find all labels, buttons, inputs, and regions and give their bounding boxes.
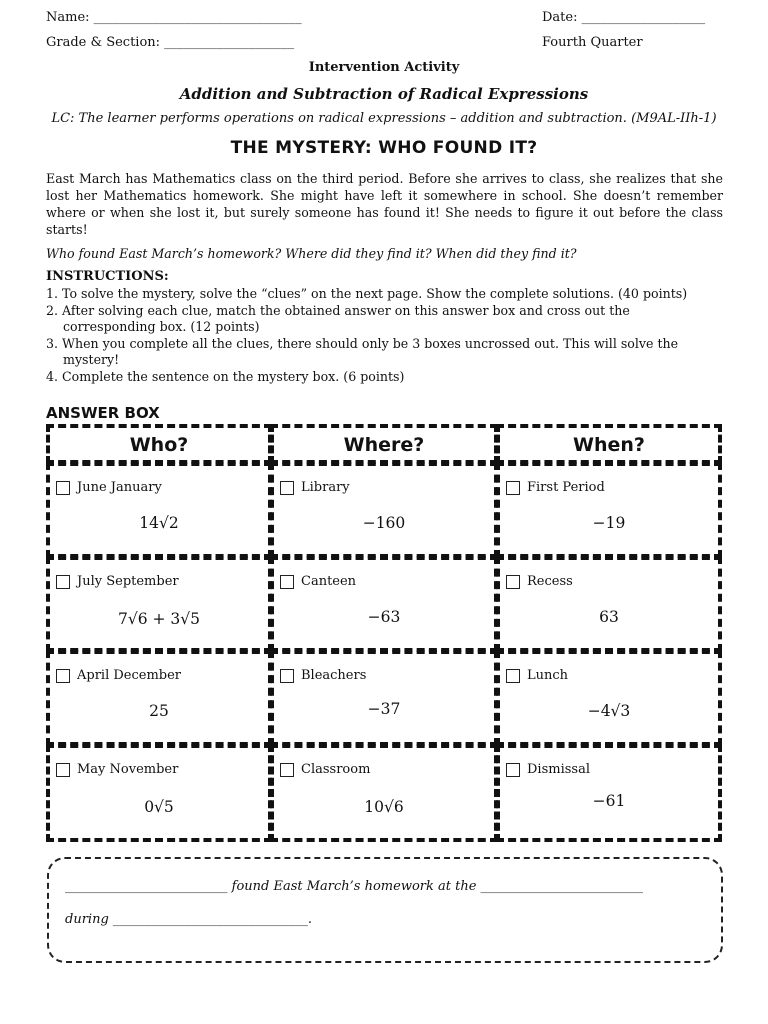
where-blank[interactable]: _________________________: [480, 879, 644, 894]
quarter-label: Fourth Quarter: [542, 35, 643, 50]
checkbox[interactable]: [280, 575, 294, 589]
mystery-sentence-line-2: [65, 912, 312, 927]
option-label: Classroom: [301, 762, 371, 777]
checkbox[interactable]: [506, 763, 520, 777]
option-label: April December: [77, 668, 182, 683]
answer-cell-may-november[interactable]: [46, 744, 272, 842]
option-label: July September: [77, 574, 179, 589]
answer-box-grid: [46, 424, 722, 842]
checkbox[interactable]: [280, 763, 294, 777]
learning-competency: LC: The learner performs operations on radical expressions – addition and subtraction. (M9AL-IIh-1): [51, 111, 717, 126]
option-label: Canteen: [301, 574, 357, 589]
checkbox[interactable]: [56, 669, 70, 683]
option-value: −37: [367, 700, 401, 718]
mystery-sentence-line-1: [65, 879, 643, 894]
answer-box-title: ANSWER BOX: [46, 404, 160, 422]
option-value: −160: [362, 514, 406, 532]
answer-cell-july-september[interactable]: [46, 556, 272, 652]
page-subtitle: Addition and Subtraction of Radical Expressions: [179, 85, 589, 103]
name-field-label[interactable]: Name: ________________________________: [46, 10, 302, 25]
answer-cell-april-december[interactable]: [46, 650, 272, 746]
checkbox[interactable]: [280, 669, 294, 683]
column-header-where: Where?: [270, 424, 498, 464]
checkbox[interactable]: [56, 575, 70, 589]
mystery-sentence-text: during: [65, 912, 113, 927]
checkbox[interactable]: [280, 481, 294, 495]
mystery-box: [47, 857, 723, 963]
option-label: Bleachers: [301, 668, 367, 683]
answer-cell-recess[interactable]: [496, 556, 722, 652]
answer-cell-first-period[interactable]: [496, 462, 722, 558]
answer-cell-dismissal[interactable]: [496, 744, 722, 842]
date-field-label[interactable]: Date: ___________________: [542, 10, 706, 25]
option-label: Recess: [527, 574, 573, 589]
checkbox[interactable]: [506, 669, 520, 683]
instruction-item: 4. Complete the sentence on the mystery box. (6 points): [46, 368, 405, 384]
instruction-item: 2. After solving each clue, match the obtained answer on this answer box and cross out the corresponding box. (12 points): [46, 302, 630, 334]
option-value: −63: [367, 608, 401, 626]
column-header-who: Who?: [46, 424, 272, 464]
option-label: May November: [77, 762, 179, 777]
option-value: −4√3: [587, 702, 631, 720]
checkbox[interactable]: [506, 481, 520, 495]
grade-section-field-label[interactable]: Grade & Section: ____________________: [46, 35, 295, 50]
checkbox[interactable]: [56, 481, 70, 495]
answer-cell-canteen[interactable]: [270, 556, 498, 652]
answer-cell-lunch[interactable]: [496, 650, 722, 746]
option-label: Lunch: [527, 668, 569, 683]
option-value: −19: [592, 514, 626, 532]
when-blank[interactable]: ______________________________.: [112, 912, 313, 927]
option-label: Library: [301, 480, 350, 495]
story-paragraph: East March has Mathematics class on the third period. Before she arrives to class, she realizes that she lost her Mathematics homework. She might have left it somewhere in school. She doesn’t remember where or when she lost it, but surely someone has found it! She needs to figure it out before the class starts!: [46, 171, 723, 237]
option-value: 14√2: [139, 514, 179, 532]
answer-cell-classroom[interactable]: [270, 744, 498, 842]
option-label: First Period: [527, 480, 605, 495]
answer-cell-library[interactable]: [270, 462, 498, 558]
checkbox[interactable]: [506, 575, 520, 589]
option-value: 10√6: [364, 798, 404, 816]
option-value: 7√6 + 3√5: [117, 610, 201, 628]
mystery-title: THE MYSTERY: WHO FOUND IT?: [230, 138, 538, 158]
option-label: June January: [77, 480, 162, 495]
mystery-questions: Who found East March’s homework? Where did they find it? When did they find it?: [46, 246, 577, 261]
instruction-item: 3. When you complete all the clues, there should only be 3 boxes uncrossed out. This will solve the mystery!: [46, 335, 679, 367]
option-value: −61: [592, 792, 626, 810]
option-value: 0√5: [144, 798, 174, 816]
option-label: Dismissal: [527, 762, 590, 777]
activity-title: Intervention Activity: [308, 60, 460, 75]
mystery-sentence-text: found East March’s homework at the: [227, 879, 481, 894]
option-value: 25: [149, 702, 169, 720]
column-header-when: When?: [496, 424, 722, 464]
checkbox[interactable]: [56, 763, 70, 777]
option-value: 63: [599, 608, 619, 626]
who-blank[interactable]: _________________________: [65, 879, 228, 894]
instruction-item: 1. To solve the mystery, solve the “clues” on the next page. Show the complete solutions. (40 points): [46, 286, 688, 301]
instructions-heading: INSTRUCTIONS:: [46, 269, 169, 284]
answer-cell-bleachers[interactable]: [270, 650, 498, 746]
answer-cell-june-january[interactable]: [46, 462, 272, 558]
instructions-list: [46, 286, 726, 385]
